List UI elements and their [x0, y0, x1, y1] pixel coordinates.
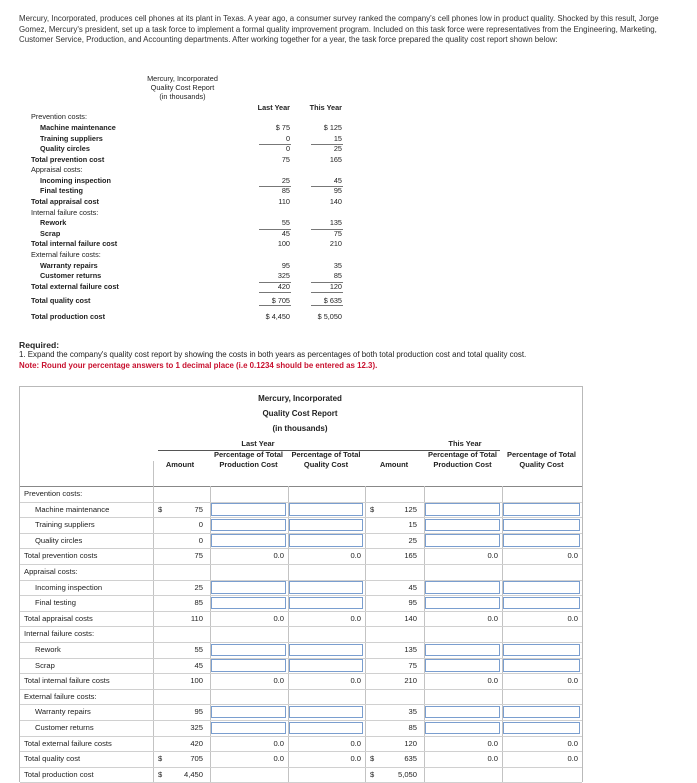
answer-row [20, 595, 582, 611]
answer-row [20, 580, 582, 596]
pct-quality-value: 0.0 [350, 551, 361, 561]
answer-title: Mercury, Incorporated [258, 394, 342, 403]
answer-row [20, 626, 582, 642]
pct-quality-input[interactable] [503, 597, 580, 609]
report-row-label: Machine maintenance [40, 123, 116, 132]
pct-production-value: 0.0 [273, 738, 284, 748]
amount-value: 15 [408, 520, 417, 530]
subtotal-rule [311, 186, 343, 187]
pct-production-input[interactable] [425, 519, 500, 531]
report-value-this-year: 75 [333, 229, 342, 238]
pct-quality-input[interactable] [503, 706, 580, 718]
answer-row [20, 611, 582, 627]
amount-value: 0 [198, 535, 203, 545]
report-row-label: Total external failure cost [31, 282, 119, 291]
report-value-this-year: 135 [329, 218, 342, 227]
amount-value: 95 [194, 707, 203, 717]
pct-quality-input[interactable] [289, 581, 363, 593]
currency-symbol: $ [370, 754, 375, 764]
answer-row [20, 736, 582, 752]
amount-value: 45 [408, 582, 417, 592]
subtotal-rule [259, 292, 291, 293]
amount-value: 75 [408, 660, 417, 670]
row-label: Total appraisal costs [24, 613, 93, 623]
row-label: Incoming inspection [35, 582, 103, 592]
amount-value: 210 [404, 676, 417, 686]
required-heading: Required: [19, 340, 60, 350]
row-label: Training suppliers [35, 520, 95, 530]
amount-value: 25 [194, 582, 203, 592]
answer-row [20, 533, 582, 549]
pct-production-input[interactable] [425, 503, 500, 515]
currency-symbol: $ [370, 769, 375, 779]
report-value-last-year: 420 [277, 282, 290, 291]
row-label: Customer returns [35, 723, 94, 732]
report-value-this-year: 25 [333, 144, 342, 153]
pct-quality-input[interactable] [289, 534, 363, 546]
answer-row [20, 517, 582, 533]
currency-symbol: $ [158, 769, 163, 779]
report-value-last-year: 0 [285, 144, 290, 153]
report-value-last-year: 95 [281, 261, 290, 270]
amount-value: 5,050 [397, 769, 417, 779]
amount-value: 705 [190, 754, 203, 764]
amount-value: 45 [194, 660, 203, 670]
pct-quality-input[interactable] [289, 644, 363, 656]
quality-cost-report [0, 0, 697, 330]
report-value-this-year: 140 [329, 197, 342, 206]
row-label: Appraisal costs: [24, 567, 78, 576]
subtotal-rule [259, 186, 291, 187]
amount-value: 55 [194, 645, 203, 654]
report-value-last-year: 325 [277, 271, 290, 280]
pct-quality-input[interactable] [503, 519, 580, 531]
pct-production-input[interactable] [211, 581, 286, 593]
amount-value: 135 [404, 645, 417, 654]
report-row-label: Scrap [40, 229, 61, 238]
report-value-last-year: 110 [278, 197, 290, 206]
col-pct-prod-last: Percentage of Total Production Cost [213, 450, 284, 469]
row-label: Machine maintenance [35, 504, 110, 514]
pct-quality-input[interactable] [503, 659, 580, 671]
amount-value: 75 [194, 504, 203, 514]
pct-quality-value: 0.0 [567, 676, 578, 686]
report-value-this-year: 120 [329, 282, 342, 291]
pct-production-input[interactable] [425, 722, 500, 734]
pct-production-value: 0.0 [487, 754, 498, 764]
answer-this-year: This Year [448, 439, 482, 448]
answer-row [20, 720, 582, 736]
answer-row [20, 689, 582, 705]
report-value-last-year: $ 75 [275, 123, 290, 132]
row-label: Warranty repairs [35, 707, 91, 717]
report-row-label: Total prevention cost [31, 155, 105, 164]
amount-value: 165 [404, 551, 417, 561]
amount-value: 120 [404, 738, 417, 748]
row-label: Total quality cost [24, 754, 81, 764]
row-label: Rework [35, 645, 61, 654]
report-value-last-year: $ 4,450 [265, 312, 290, 321]
pct-quality-input[interactable] [289, 722, 363, 734]
pct-production-input[interactable] [425, 644, 500, 656]
subtotal-rule [259, 305, 291, 306]
pct-production-input[interactable] [425, 534, 500, 546]
pct-production-input[interactable] [211, 644, 286, 656]
pct-production-value: 0.0 [487, 551, 498, 561]
row-label: Scrap [35, 660, 55, 670]
report-value-this-year: $ 125 [323, 123, 342, 132]
report-row-label: Final testing [40, 186, 83, 195]
col-pct-qual-this: Percentage of Total Quality Cost [506, 450, 577, 469]
report-value-last-year: 75 [281, 155, 290, 164]
pct-production-input[interactable] [211, 534, 286, 546]
report-row-label: Total production cost [31, 312, 106, 321]
report-row-label: Prevention costs: [31, 112, 87, 121]
report-row-label: Total internal failure cost [31, 239, 118, 248]
pct-quality-input[interactable] [503, 581, 580, 593]
subtotal-rule [311, 305, 343, 306]
required-section [19, 340, 684, 371]
pct-production-input[interactable] [425, 659, 500, 671]
pct-quality-input[interactable] [503, 644, 580, 656]
pct-quality-input[interactable] [503, 534, 580, 546]
pct-quality-value: 0.0 [350, 676, 361, 686]
report-col-this-year: This Year [309, 103, 342, 112]
report-value-this-year: 35 [333, 261, 342, 270]
amount-value: 85 [194, 598, 203, 608]
pct-production-input[interactable] [211, 706, 286, 718]
pct-production-value: 0.0 [487, 738, 498, 748]
row-label: Total production cost [24, 769, 94, 779]
answer-row [20, 704, 582, 720]
report-subtitle: Quality Cost Report [150, 83, 215, 92]
report-value-last-year: 100 [277, 239, 290, 248]
row-label: Prevention costs: [24, 489, 83, 498]
pct-production-input[interactable] [211, 503, 286, 515]
subtotal-rule [311, 292, 343, 293]
report-title: Mercury, Incorporated [147, 74, 218, 83]
report-value-this-year: 85 [333, 271, 342, 280]
pct-quality-value: 0.0 [567, 738, 578, 748]
report-col-last-year: Last Year [257, 103, 290, 112]
col-pct-prod-this: Percentage of Total Production Cost [427, 450, 498, 469]
report-row-label: Total quality cost [31, 296, 91, 305]
pct-quality-input[interactable] [503, 722, 580, 734]
report-row-label: Rework [40, 218, 67, 227]
row-label: Internal failure costs: [24, 629, 95, 639]
answer-row [20, 767, 582, 783]
report-value-last-year: 45 [281, 229, 290, 238]
required-text: 1. Expand the company's quality cost report by showing the costs in both years as percentages of both total production cost and total quality cost. [19, 350, 527, 360]
amount-value: 420 [190, 738, 203, 748]
col-amount-this: Amount [379, 460, 409, 469]
answer-row [20, 658, 582, 674]
answer-row [20, 751, 582, 767]
answer-units: (in thousands) [272, 424, 328, 433]
pct-quality-input[interactable] [289, 706, 363, 718]
pct-quality-value: 0.0 [567, 551, 578, 561]
amount-value: 85 [408, 723, 417, 732]
pct-production-input[interactable] [211, 659, 286, 671]
amount-value: 95 [408, 598, 417, 608]
pct-quality-value: 0.0 [350, 754, 361, 764]
currency-symbol: $ [158, 754, 163, 764]
report-row-label: Internal failure costs: [31, 208, 99, 217]
report-value-last-year: $ 705 [271, 296, 290, 305]
pct-production-value: 0.0 [273, 754, 284, 764]
subtotal-rule [311, 144, 343, 145]
col-pct-qual-last: Percentage of Total Quality Cost [291, 450, 361, 469]
report-row-label: Customer returns [40, 271, 102, 280]
currency-symbol: $ [158, 504, 163, 514]
subtotal-rule [259, 144, 291, 145]
report-row-label: Quality circles [40, 144, 90, 153]
pct-quality-input[interactable] [289, 503, 363, 515]
pct-quality-value: 0.0 [350, 738, 361, 748]
report-value-last-year: 25 [281, 176, 290, 185]
report-row-label: Appraisal costs: [31, 165, 83, 174]
pct-quality-value: 0.0 [567, 754, 578, 764]
pct-quality-input[interactable] [289, 519, 363, 531]
report-row-label: Training suppliers [40, 134, 103, 143]
rounding-note: Note: Round your percentage answers to 1 decimal place (i.e 0.1234 should be entered as 12.3). [19, 360, 378, 370]
pct-production-input[interactable] [211, 519, 286, 531]
subtotal-rule [311, 282, 343, 283]
pct-quality-input[interactable] [289, 597, 363, 609]
subtotal-rule [311, 229, 343, 230]
pct-quality-value: 0.0 [350, 613, 361, 623]
pct-production-input[interactable] [211, 722, 286, 734]
pct-production-input[interactable] [211, 597, 286, 609]
pct-production-value: 0.0 [273, 551, 284, 561]
amount-value: 0 [198, 520, 203, 530]
pct-production-input[interactable] [425, 597, 500, 609]
report-value-this-year: 95 [333, 186, 342, 195]
pct-production-input[interactable] [425, 581, 500, 593]
amount-value: 125 [404, 504, 417, 514]
report-row-label: Incoming inspection [40, 176, 111, 185]
amount-value: 100 [190, 676, 203, 686]
report-value-last-year: 0 [285, 134, 290, 143]
answer-subtitle: Quality Cost Report [262, 409, 338, 418]
report-value-this-year: $ 5,050 [317, 312, 342, 321]
pct-quality-input[interactable] [289, 659, 363, 671]
row-label: Total internal failure costs [24, 676, 110, 686]
amount-value: 35 [408, 707, 417, 717]
answer-last-year: Last Year [241, 439, 275, 448]
amount-value: 75 [194, 551, 203, 561]
amount-value: 4,450 [183, 769, 203, 779]
answer-row [20, 502, 582, 518]
row-label: Total external failure costs [24, 738, 112, 748]
row-label: Total prevention costs [24, 551, 98, 561]
pct-production-value: 0.0 [273, 676, 284, 686]
pct-production-value: 0.0 [487, 613, 498, 623]
report-value-last-year: 55 [281, 218, 290, 227]
report-row-label: Total appraisal cost [31, 197, 99, 206]
answer-row [20, 548, 582, 564]
row-label: Quality circles [35, 535, 83, 545]
report-value-this-year: $ 635 [323, 296, 342, 305]
answer-row [20, 642, 582, 658]
amount-value: 110 [190, 613, 203, 623]
problem-intro: Mercury, Incorporated, produces cell phones at its plant in Texas. A year ago, a consumer survey ranked the company's cell phones low in product quality. Shocked by this result, Jorge Gomez, Mercury's president, set up a task force to implement a formal quality improvement program. Included on this task force were representatives from the Engineering, Marketing, Customer Service, Production, and Accounting departments. After working together for a year, the task force prepared the quality cost report shown below: [19, 14, 659, 45]
pct-quality-input[interactable] [503, 503, 580, 515]
report-units: (in thousands) [159, 92, 206, 101]
answer-row [20, 673, 582, 689]
pct-production-value: 0.0 [273, 613, 284, 623]
row-label: Final testing [35, 598, 76, 608]
pct-production-value: 0.0 [487, 676, 498, 686]
amount-value: 325 [190, 723, 203, 732]
amount-value: 25 [408, 535, 417, 545]
amount-value: 635 [404, 754, 417, 764]
answer-row [20, 486, 582, 502]
currency-symbol: $ [370, 504, 375, 514]
report-value-this-year: 165 [329, 155, 342, 164]
report-value-this-year: 45 [333, 176, 342, 185]
report-value-this-year: 15 [333, 134, 342, 143]
amount-value: 140 [404, 613, 417, 623]
report-value-last-year: 85 [281, 186, 290, 195]
answer-table [19, 386, 583, 782]
report-row-label: Warranty repairs [40, 261, 98, 270]
answer-row [20, 564, 582, 580]
subtotal-rule [259, 282, 291, 283]
col-amount-last: Amount [165, 460, 195, 469]
pct-quality-value: 0.0 [567, 613, 578, 623]
subtotal-rule [259, 229, 291, 230]
report-value-this-year: 210 [329, 239, 342, 248]
report-row-label: External failure costs: [31, 250, 101, 259]
pct-production-input[interactable] [425, 706, 500, 718]
row-label: External failure costs: [24, 691, 97, 701]
